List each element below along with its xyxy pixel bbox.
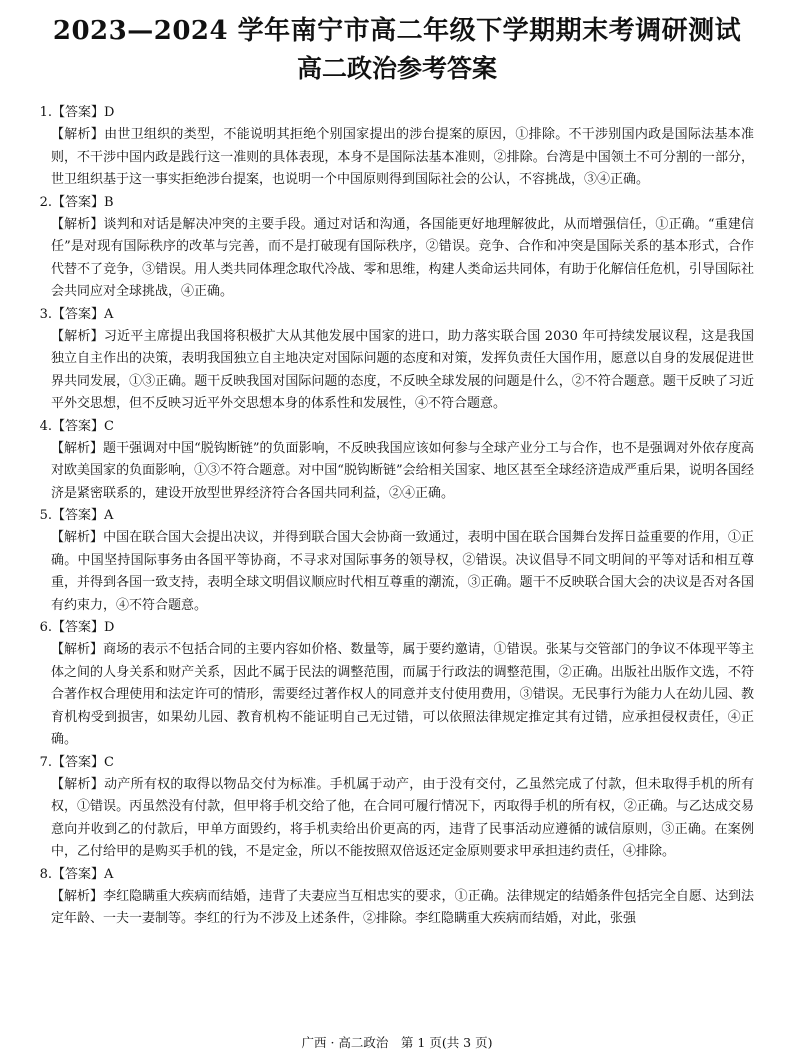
explanation-text: 【解析】动产所有权的取得以物品交付为标准。手机属于动产，由于没有交付，乙虽然完成了付款，但未取得手机的所有权，①错误。丙虽然没有付款，但甲将手机交给了他，在合同可履行情况下，丙取得手机的所有权，②正确。与乙达成交易意向并收到乙的付款后，甲单方面毁约，将手机卖给出价更高的丙，违背了民事活动应遵循的诚信原则，③正确。在案例中，乙付给甲的是购买手机的钱，不是定金，所以不能按照双倍返还定金原则要求甲承担违约责任，④排除。 xyxy=(51,776,754,859)
explanation-text: 【解析】李红隐瞒重大疾病而结婚，违背了夫妻应当互相忠实的要求，①正确。法律规定的结婚条件包括完全自愿、达到法定年龄、一夫一妻制等。李红的行为不涉及上述条件，②排除。李红隐瞒重大疾病而结婚，对此，张强 xyxy=(51,888,754,926)
answer-line xyxy=(40,617,754,639)
explanation-text: 【解析】谈判和对话是解决冲突的主要手段。通过对话和沟通，各国能更好地理解彼此，从而增强信任，①正确。“重建信任”是对现有国际秩序的改革与完善，而不是打破现有国际秩序，②错误。竞争、合作和冲突是国际关系的基本形式，合作代替不了竞争，③错误。用人类共同体理念取代冷战、零和思维，构建人类命运共同体，有助于化解信任危机，引导国际社会共同应对全球挑战，④正确。 xyxy=(51,216,754,299)
question-number: 3. xyxy=(39,306,52,322)
question-number: 4. xyxy=(39,418,52,434)
question-number: 1. xyxy=(39,105,52,120)
page-title: 2023—2024 学年南宁市高二年级下学期期末考调研测试 xyxy=(52,16,742,46)
answer-list xyxy=(40,102,754,931)
answer-item-8 xyxy=(40,864,754,931)
page-footer: 广西 · 高二政治 第 1 页(共 3 页) xyxy=(301,1035,493,1050)
answer-label: 【答案】B xyxy=(52,194,114,210)
answer-item-1 xyxy=(40,102,754,192)
question-number: 8. xyxy=(39,866,52,882)
answer-line xyxy=(40,864,754,886)
answer-label: 【答案】C xyxy=(52,754,114,770)
answer-item-7 xyxy=(40,752,754,864)
answer-label: 【答案】D xyxy=(52,620,115,635)
answer-item-6 xyxy=(40,617,754,752)
answer-item-3 xyxy=(40,304,754,416)
explanation-text: 【解析】中国在联合国大会提出决议，并得到联合国大会协商一致通过，表明中国在联合国舞台发挥日益重要的作用，①正确。中国坚持国际事务由各国平等协商，不寻求对国际事务的领导权，②错误。决议倡导不同文明间的平等对话和相互尊重，并得到各国一致支持，表明全球文明倡议顺应时代相互尊重的潮流，③正确。题干不反映联合国大会的决议是否对各国有约束力，④不符合题意。 xyxy=(51,530,754,613)
answer-item-4 xyxy=(40,416,754,506)
answer-line xyxy=(40,192,754,214)
answer-item-2 xyxy=(40,192,754,304)
explanation-text: 【解析】题干强调对中国“脱钩断链”的负面影响，不反映我国应该如何参与全球产业分工与合作，也不是强调对外依存度高对欧美国家的负面影响，①③不符合题意。对中国“脱钩断链”会给相关国家、地区甚至全球经济造成严重后果，说明各国经济是紧密联系的，建设开放型世界经济符合各国共同利益，②④正确。 xyxy=(51,440,754,501)
question-number: 5. xyxy=(39,508,52,523)
question-number: 2. xyxy=(39,194,52,210)
question-number: 6. xyxy=(39,620,52,635)
answer-line xyxy=(40,416,754,438)
explanation-text: 【解析】商场的表示不包括合同的主要内容如价格、数量等，属于要约邀请，①错误。张某与交管部门的争议不体现平等主体之间的人身关系和财产关系，因此不属于民法的调整范围，而属于行政法的调整范围，②正确。出版社出版作文选，不符合著作权合理使用和法定许可的情形，需要经过著作权人的同意并支付使用费用，③错误。无民事行为能力人在幼儿园、教育机构受到损害，如果幼儿园、教育机构不能证明自己无过错，可以依照法律规定推定其有过错，应承担侵权责任，④正确。 xyxy=(51,642,754,747)
explanation-text: 【解析】习近平主席提出我国将积极扩大从其他发展中国家的进口，助力落实联合国 2030 年可持续发展议程，这是我国独立自主作出的决策，表明我国独立自主地决定对国际问题的态度和对策，发挥负责任大国作用，愿意以自身的发展促进世界共同发展，①③正确。题干反映我国对国际问题的态度，不反映全球发展的问题是什么，②不符合题意。题干反映了习近平外交思想，但不反映习近平外交思想本身的体系性和发展性，④不符合题意。 xyxy=(51,328,754,411)
answer-line xyxy=(40,304,754,326)
answer-label: 【答案】A xyxy=(52,508,114,523)
answer-line xyxy=(40,505,754,527)
answer-label: 【答案】A xyxy=(52,306,114,322)
answer-item-5 xyxy=(40,505,754,617)
answer-label: 【答案】C xyxy=(52,418,114,434)
question-number: 7. xyxy=(39,754,52,770)
answer-label: 【答案】D xyxy=(52,105,115,120)
answer-line xyxy=(40,102,754,124)
answer-line xyxy=(40,752,754,774)
page-subtitle: 高二政治参考答案 xyxy=(296,54,497,83)
explanation-text: 【解析】由世卫组织的类型，不能说明其拒绝个别国家提出的涉台提案的原因，①排除。不干涉别国内政是国际法基本准则，不干涉中国内政是践行这一准则的具体表现，本身不是国际法基本准则，②排除。台湾是中国领土不可分割的一部分，世卫组织基于这一事实拒绝涉台提案，也说明一个中国原则得到国际社会的公认，不容挑战，③④正确。 xyxy=(51,127,754,187)
answer-label: 【答案】A xyxy=(52,866,114,882)
